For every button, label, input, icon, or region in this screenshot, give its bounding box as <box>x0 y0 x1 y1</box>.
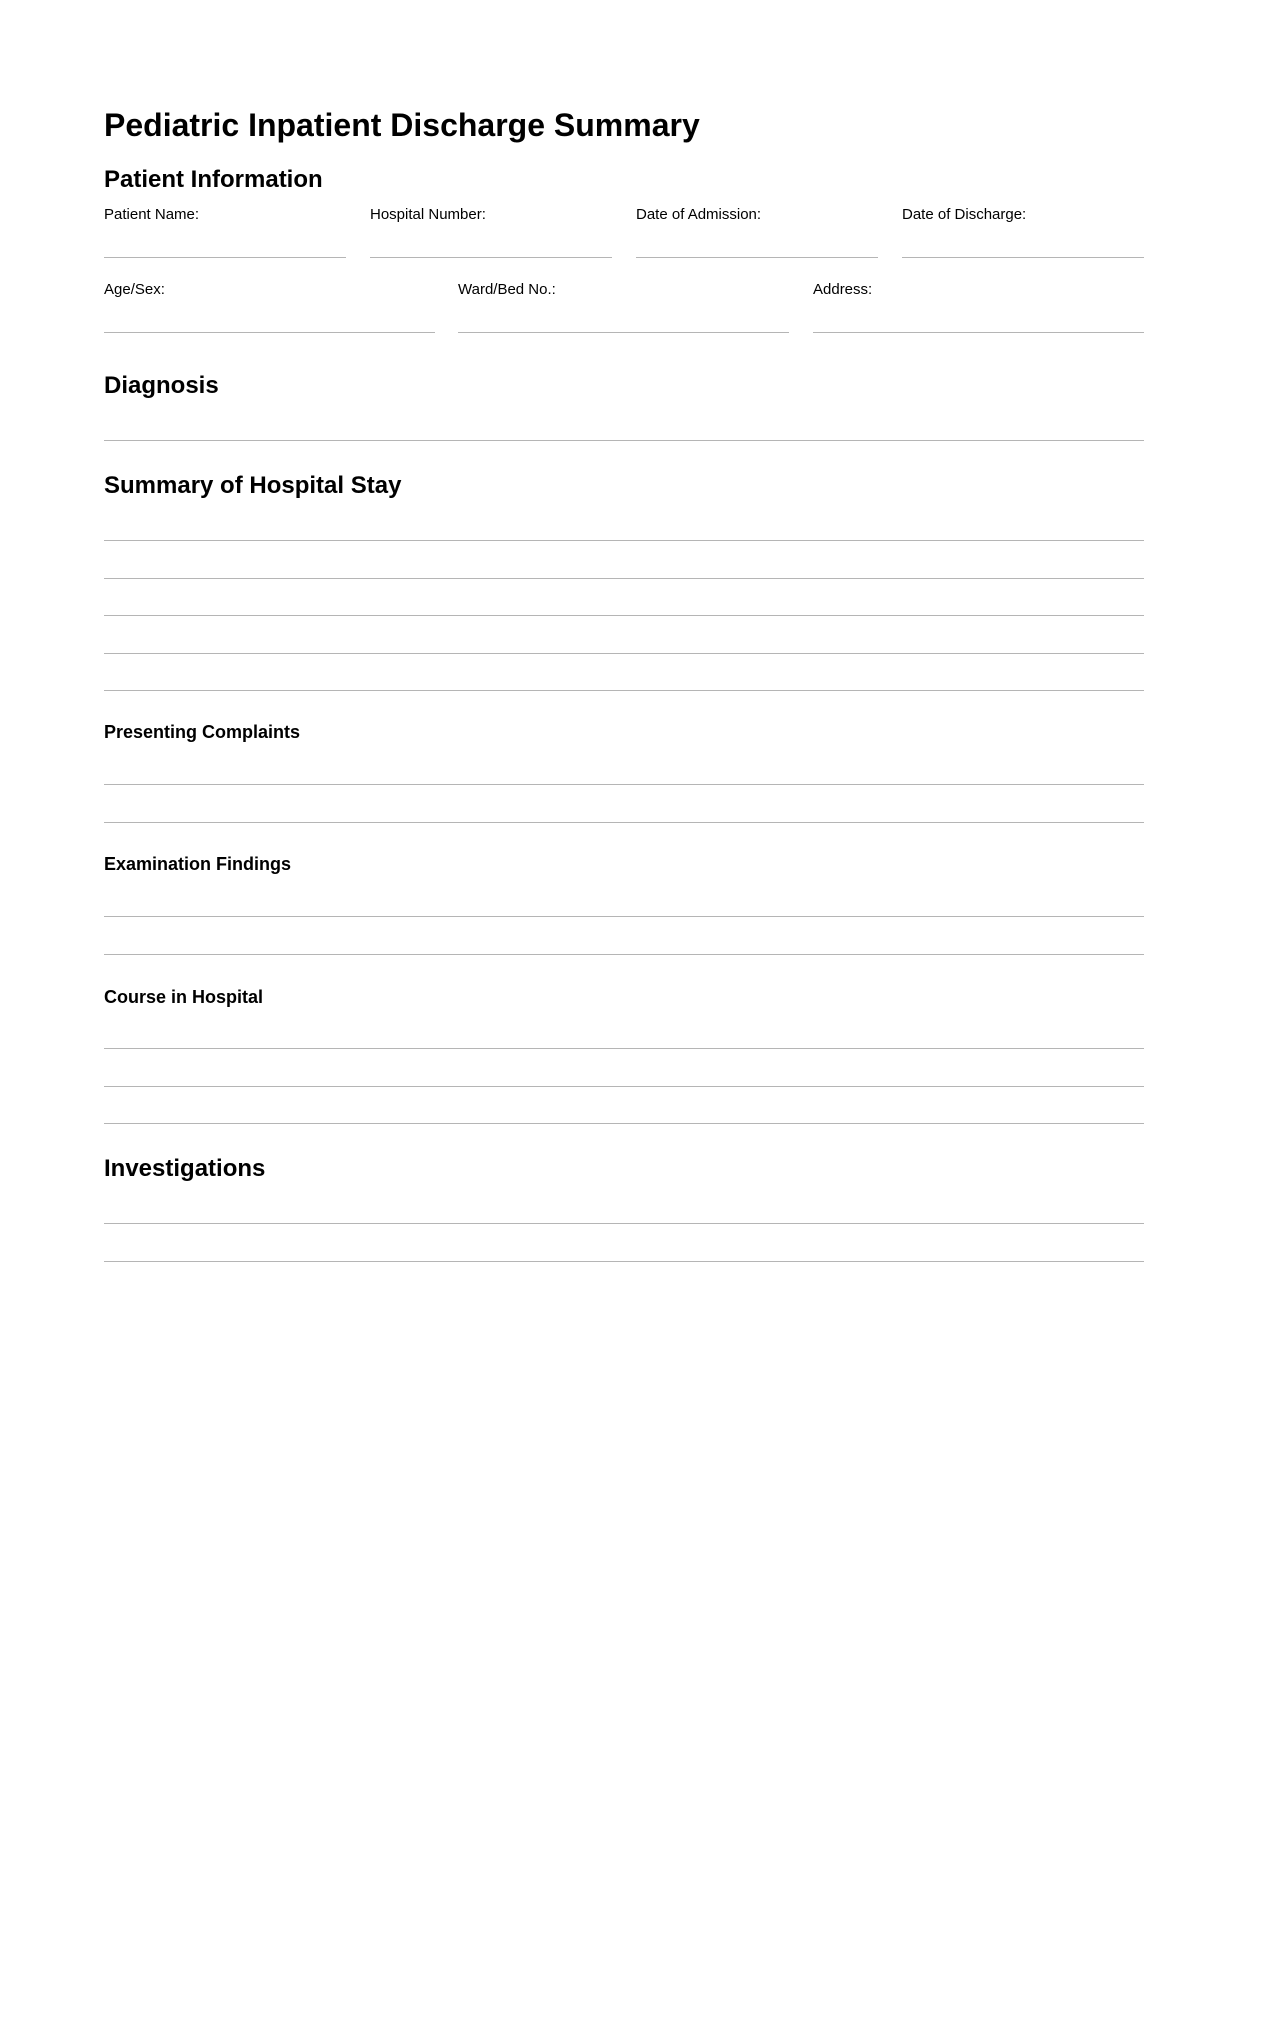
address-label: Address: <box>813 281 873 298</box>
document-title: Pediatric Inpatient Discharge Summary <box>104 107 700 143</box>
presenting-complaints-line[interactable] <box>104 784 1144 785</box>
ward-bed-label: Ward/Bed No.: <box>458 281 556 298</box>
date-of-discharge-input[interactable] <box>902 257 1144 258</box>
examination-findings-line[interactable] <box>104 954 1144 955</box>
patient-name-input[interactable] <box>104 257 346 258</box>
age-sex-field <box>104 280 435 334</box>
ward-bed-input[interactable] <box>458 332 789 333</box>
diagnosis-line[interactable] <box>104 440 1144 441</box>
patient-name-field <box>104 205 346 259</box>
hospital-number-input[interactable] <box>370 257 612 258</box>
address-field <box>813 280 1144 334</box>
investigations-heading: Investigations <box>104 1155 266 1182</box>
summary-line[interactable] <box>104 578 1144 579</box>
date-of-admission-label: Date of Admission: <box>636 206 762 223</box>
hospital-number-label: Hospital Number: <box>370 206 486 223</box>
course-in-hospital-line[interactable] <box>104 1123 1144 1124</box>
summary-of-hospital-stay-heading: Summary of Hospital Stay <box>104 472 402 499</box>
age-sex-label: Age/Sex: <box>104 281 165 298</box>
investigations-line[interactable] <box>104 1261 1144 1262</box>
presenting-complaints-heading: Presenting Complaints <box>104 722 301 742</box>
address-input[interactable] <box>813 332 1144 333</box>
course-in-hospital-line[interactable] <box>104 1086 1144 1087</box>
patient-information-heading: Patient Information <box>104 166 323 193</box>
date-of-discharge-label: Date of Discharge: <box>902 206 1027 223</box>
investigations-line[interactable] <box>104 1223 1144 1224</box>
summary-line[interactable] <box>104 690 1144 691</box>
date-of-discharge-field <box>902 205 1144 259</box>
summary-line[interactable] <box>104 615 1144 616</box>
hospital-number-field <box>370 205 612 259</box>
diagnosis-heading: Diagnosis <box>104 372 219 399</box>
summary-line[interactable] <box>104 540 1144 541</box>
date-of-admission-input[interactable] <box>636 257 878 258</box>
course-in-hospital-line[interactable] <box>104 1048 1144 1049</box>
examination-findings-heading: Examination Findings <box>104 854 292 874</box>
patient-name-label: Patient Name: <box>104 206 200 223</box>
examination-findings-line[interactable] <box>104 916 1144 917</box>
ward-bed-field <box>458 280 789 334</box>
age-sex-input[interactable] <box>104 332 435 333</box>
presenting-complaints-line[interactable] <box>104 822 1144 823</box>
summary-line[interactable] <box>104 653 1144 654</box>
course-in-hospital-heading: Course in Hospital <box>104 987 264 1007</box>
date-of-admission-field <box>636 205 878 259</box>
